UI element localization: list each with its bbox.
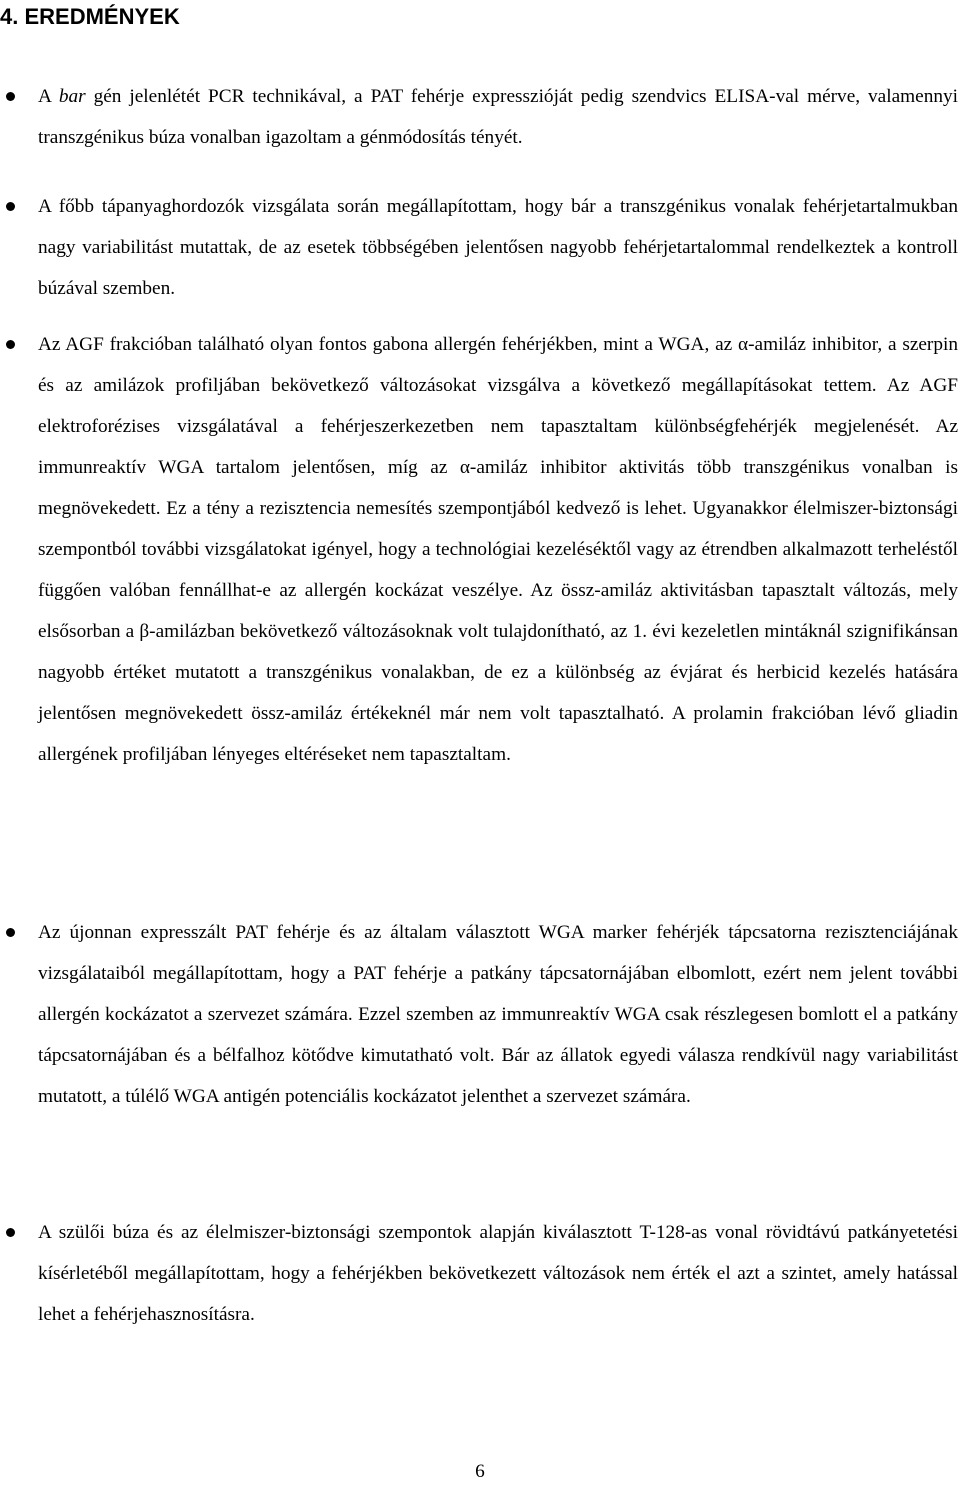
list-item [38,76,958,158]
list-item-text: A főbb tápanyaghordozók vizsgálata során megállapítottam, hogy bár a transzgénikus vonalak fehérjetartalmukban nagy variabilitást mutattak, de az esetek többségében jelentősen nagyobb fehérjetartalommal rendelkeztek a kontroll búzával szemben. [38,196,958,299]
list-item [38,1212,958,1335]
list-item-text: Az újonnan expresszált PAT fehérje és az általam választott WGA marker fehérjék tápcsatorna rezisztenciájának vizsgálataiból megállapítottam, hogy a PAT fehérje a patkány tápcsatornájában elbomlott, ezért nem jelent további allergén kockázatot a szervezet számára. Ezzel szemben az immunreaktív WGA csak részlegesen bomlott el a patkány tápcsatornájában és a bélfalhoz kötődve kimutatható volt. Bár az állatok egyedi válasza rendkívül nagy variabilitást mutatott, a túlélő WGA antigén potenciális kockázatot jelenthet a szervezet számára. [38,922,958,1107]
list-item [38,186,958,309]
bullet-icon [6,1228,15,1237]
bullet-icon [6,340,15,349]
bullet-icon [6,928,15,937]
item-prefix: A [38,86,59,107]
gene-name: bar [58,86,86,107]
bullet-icon [6,202,15,211]
item-body: gén jelenlétét PCR technikával, a PAT fehérje expresszióját pedig szendvics ELISA-val mérve, valamennyi transzgénikus búza vonalban igazoltam a génmódosítás tényét. [38,86,958,148]
page-number: 6 [475,1461,485,1482]
section-heading: 4. EREDMÉNYEK [0,4,180,29]
list-item-text [38,86,958,148]
list-item-text: A szülői búza és az élelmiszer-biztonsági szempontok alapján kiválasztott T-128-as vonal rövidtávú patkányetetési kísérletéből megállapítottam, hogy a fehérjékben bekövetkezett változások nem érték el azt a szintet, amely hatással lehet a fehérjehasznosításra. [38,1222,958,1325]
bullet-icon [6,92,15,101]
list-item-text: Az AGF frakcióban található olyan fontos gabona allergén fehérjékben, mint a WGA, az α-amiláz inhibitor, a szerpin és az amilázok profiljában bekövetkező változásokat vizsgálva a következő megállapításokat tettem. Az AGF elektroforézises vizsgálatával a fehérjeszerkezetben nem tapasztaltam különbségfehérjék megjelenését. Az immunreaktív WGA tartalom jelentősen, míg az α-amiláz inhibitor aktivitás több transzgénikus vonalban is megnövekedett. Ez a tény a rezisztencia nemesítés szempontjából kedvező is lehet. Ugyanakkor élelmiszer-biztonsági szempontból további vizsgálatokat igényel, hogy a technológiai kezeléséktől vagy az étrendben alkalmazott terheléstől függően valóban fennállhat-e az allergén kockázat veszélye. Az össz-amiláz aktivitásban tapasztalt változás, mely elsősorban a β-amilázban bekövetkező változásoknak volt tulajdonítható, az 1. évi kezeletlen mintáknál szignifikánsan nagyobb értéket mutatott a transzgénikus vonalakban, de ez a különbség az évjárat és herbicid kezelés hatására jelentősen megnövekedett össz-amiláz értékeknél már nem volt tapasztalható. A prolamin frakcióban lévő gliadin allergének profiljában lényeges eltéréseket nem tapasztaltam. [38,334,958,765]
list-item [38,324,958,775]
list-item [38,912,958,1117]
